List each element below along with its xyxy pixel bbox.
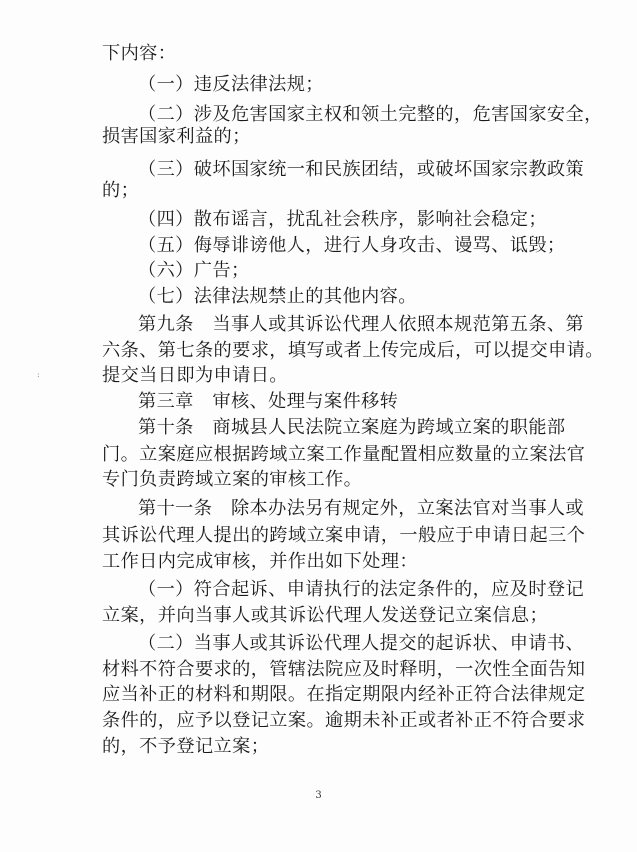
text-line: 条件的，应予以登记立案。逾期未补正或者补正不符合要求 xyxy=(102,710,586,731)
text-line: 第十条 商城县人民法院立案庭为跨域立案的职能部 xyxy=(138,417,566,438)
page-number: 3 xyxy=(315,790,322,801)
text-line: 工作日内完成审核，并作出如下处理： xyxy=(102,551,418,572)
text-line: 损害国家利益的； xyxy=(102,126,251,147)
text-line: 立案，并向当事人或其诉讼代理人发送登记立案信息； xyxy=(102,605,549,626)
text-line: 第九条 当事人或其诉讼代理人依照本规范第五条、第 xyxy=(138,314,585,335)
text-line: （三）破坏国家统一和民族团结，或破坏国家宗教政策 xyxy=(138,159,585,180)
text-line: （二）当事人或其诉讼代理人提交的起诉状、申请书、 xyxy=(138,633,585,654)
text-line: 应当补正的材料和期限。在指定期限内经补正符合法律规定 xyxy=(102,684,586,705)
text-line: 第十一条 除本办法另有规定外，立案法官对当事人或 xyxy=(138,498,585,519)
text-line: 材料不符合要求的，管辖法院应及时释明，一次性全面告知 xyxy=(102,659,586,680)
text-line: （二）涉及危害国家主权和领土完整的，危害国家安全， xyxy=(138,104,603,125)
chapter-heading: 第三章 审核、处理与案件移转 xyxy=(138,391,399,412)
text-line: 门。立案庭应根据跨域立案工作量配置相应数量的立案法官 xyxy=(102,444,586,465)
text-line: （四）散布谣言，扰乱社会秩序，影响社会稳定； xyxy=(138,209,547,230)
text-line: （七）法律法规禁止的其他内容。 xyxy=(138,286,417,307)
text-line: 六条、第七条的要求，填写或者上传完成后，可以提交申请。 xyxy=(102,340,604,361)
text-line: 的，不予登记立案； xyxy=(102,736,270,757)
text-line: （五）侮辱诽谤他人，进行人身攻击、谩骂、诋毁； xyxy=(138,235,566,256)
text-line: 其诉讼代理人提出的跨域立案申请，一般应于申请日起三个 xyxy=(102,525,586,546)
text-line: 专门负责跨域立案的审核工作。 xyxy=(102,469,363,490)
text-line: 的； xyxy=(102,180,140,201)
scan-mark: : xyxy=(37,370,40,379)
text-line: （六）广告； xyxy=(138,260,250,281)
text-line: （一）违反法律法规； xyxy=(138,74,324,95)
text-line: 下内容： xyxy=(102,43,177,64)
text-line: （一）符合起诉、申请执行的法定条件的，应及时登记 xyxy=(138,579,585,600)
text-line: 提交当日即为申请日。 xyxy=(102,365,288,386)
